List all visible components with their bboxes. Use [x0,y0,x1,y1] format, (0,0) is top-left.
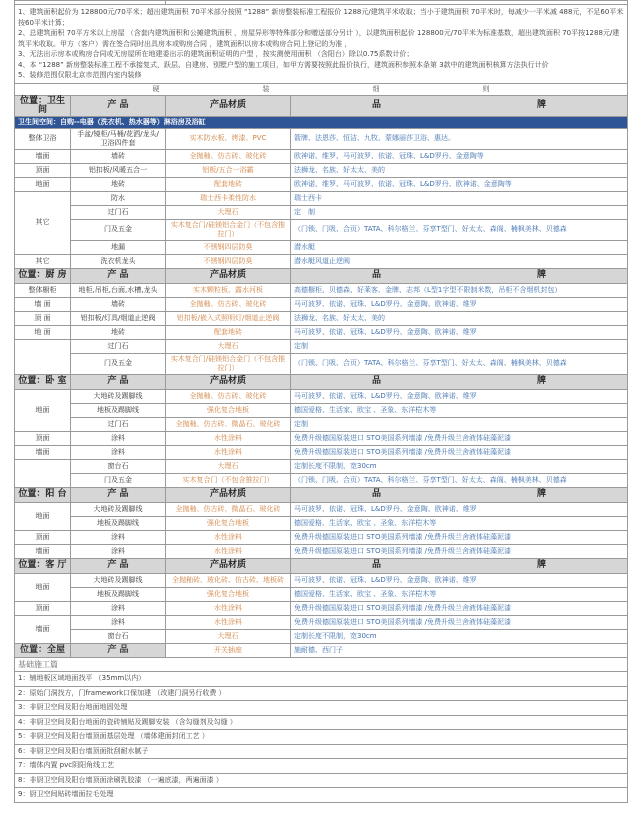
brand-header-char: 品 [371,270,381,280]
whole-house-row [15,643,628,657]
table-row [15,573,628,587]
product-cell: 地砖 [71,177,166,191]
area-cell: 顶面 [15,431,71,445]
brand-header-char: 品 [371,100,381,110]
area-cell: 墙面 [15,149,71,163]
table-row [15,240,628,254]
table-row [15,473,628,487]
brand-cell: （门锁、门吸、合页）TATA、科尔格兰、芬享T型门、好太太、森阁、楠枫美林、贝德森 [291,353,628,374]
table-row [15,283,628,297]
product-cell: 铝扣板/风暖五合一 [71,163,166,177]
brand-cell: 法狮龙、名族、好太太、美的 [291,311,628,325]
notes-row [15,5,628,84]
construction-item: 7：墙体内置 pvc阴阳角线工艺 [15,759,628,774]
product-cell: 涂料 [71,601,166,615]
brand-cell: 法狮龙、名族、好太太、美的 [291,163,628,177]
brand-header-text [294,101,624,110]
table-row [15,191,628,205]
material-cell: 全抛釉砖、玻化砖、仿古砖、地板砖 [166,573,291,587]
location-label: 位置：客 厅 [15,558,71,573]
material-cell: 配套地砖 [166,325,291,339]
product-cell: 大地砖及踢脚线 [71,502,166,516]
area-cell: 地面 [15,389,71,431]
section-title: 硬 装 细 则 [15,83,628,95]
table-row [15,544,628,558]
product-cell: 窗台石 [71,459,166,473]
brand-header [291,374,628,389]
brand-header-char: 牌 [536,489,546,499]
area-cell: 墙 面 [15,297,71,311]
brand-header [291,487,628,502]
area-cell: 顶面 [15,530,71,544]
table-row [15,417,628,431]
material-cell: 水性涂料 [166,544,291,558]
brand-header-char: 品 [371,560,381,570]
material-cell: 实木颗粒板、露水河板 [166,283,291,297]
construction-item: 5：非厨卫空间及阳台墙顶面基层处理 （墙体建面封闭工艺 ） [15,730,628,745]
note-4: 4、本 “1288” 新房整装标准工程不承接复式，跃层、自建房、别墅户型的施工项目，如甲方需要按照此报价执行，建筑面积参照本条第 3款中的建筑面积核算方法执行计价 [18,60,549,69]
construction-title: 基础施工篇 [15,657,628,672]
material-cell: 水性涂料 [166,530,291,544]
brand-header-char: 牌 [536,100,546,110]
area-cell: 地面 [15,502,71,530]
table-row [15,431,628,445]
section-header-row [15,95,628,116]
brand-cell: 德国爱格、生活家、欧宝 、圣象、东洋桤木等 [291,516,628,530]
product-header: 产 品 [71,558,166,573]
section-band-row [15,116,628,128]
table-row [15,445,628,459]
construction-item: 2：原始门洞找方，门framework口保加建 （改建门洞另行收费 ） [15,686,628,701]
brand-cell: 定制长度不限制，宽30cm [291,459,628,473]
note-3: 3、无法出示房本或购房合同或无房屋所在地建委出示的建筑面积证明的户型 ，按实测使用面积 （含阳台）除以0.75系数计价； [18,50,414,58]
area-cell [15,459,71,487]
product-cell: 防水 [71,191,166,205]
product-cell: 涂料 [71,445,166,459]
product-cell: 过门石 [71,339,166,353]
product-cell: 大地砖及踢脚线 [71,573,166,587]
product-cell: 地柜,吊柜,台面,水槽,龙头 [71,283,166,297]
section-title-row [15,83,628,95]
brand-cell: 免费升级德国原装进口 STO美国系列墙漆 /免费升级兰舍液体硅藻泥漆 [291,615,628,629]
construction-item: 9：厨卫空间贴砖墙面拉毛处理 [15,788,628,803]
product-cell: 地板及踢脚线 [71,587,166,601]
brand-header-char: 牌 [536,270,546,280]
material-cell: 铝板/五合一浴霸 [166,163,291,177]
material-cell: 实木复合门/硅镁铝合金门（不包含推拉门） [166,353,291,374]
product-cell: 墙砖 [71,297,166,311]
section-header-row [15,558,628,573]
brand-header-char: 牌 [536,560,546,570]
material-header: 产品材质 [166,374,291,389]
construction-item-row [15,773,628,788]
product-cell: 门及五金 [71,353,166,374]
table-row [15,601,628,615]
product-header: 产 品 [71,643,166,657]
material-cell: 水性涂料 [166,431,291,445]
material-cell: 实木复合门/硅镁铝合金门（不包含推拉门） [166,219,291,240]
material-cell: 全抛釉、仿古砖、微晶石、玻化砖 [166,417,291,431]
area-cell: 地 面 [15,325,71,339]
material-cell: 全抛釉、仿古砖、微晶石、玻化砖 [166,502,291,516]
brand-cell: 施耐德、西门子 [291,643,628,657]
product-cell: 墙砖 [71,149,166,163]
brand-cell: 德国爱格、生活家、欧宝 、圣象、东洋桤木等 [291,587,628,601]
table-row [15,353,628,374]
product-cell: 涂料 [71,431,166,445]
table-row [15,177,628,191]
table-row [15,339,628,353]
table-row [15,297,628,311]
brand-cell: 潜水艇风道止逆阀 [291,254,628,268]
construction-item-row [15,730,628,745]
table-row [15,311,628,325]
area-cell: 顶面 [15,601,71,615]
product-header: 产 品 [71,374,166,389]
table-row [15,403,628,417]
brand-cell: 欧神诺、维罗、马可波罗、依诺、冠珠、L&D罗丹、欧神诺、金意陶等 [291,177,628,191]
construction-item-row [15,672,628,687]
material-cell: 实木防水板、烤漆、PVC [166,128,291,149]
table-row [15,502,628,516]
section-header-row [15,374,628,389]
construction-item-row [15,686,628,701]
section-header-row [15,487,628,502]
product-cell: 洗衣机龙头 [71,254,166,268]
product-cell: 地板及踢脚线 [71,403,166,417]
material-header: 产品材质 [166,95,291,116]
brand-cell: 马可波罗、依诺、冠珠、L&D罗丹、金意陶、欧神诺、维罗 [291,325,628,339]
area-cell: 整体卫浴 [15,128,71,149]
area-cell: 顶面 [15,163,71,177]
table-row [15,254,628,268]
table-row [15,149,628,163]
brand-header-char: 品 [371,489,381,499]
construction-item-row [15,701,628,716]
brand-header-char: 牌 [536,376,546,386]
note-5: 5、装修范围仅限北京市范围内室内装修 [18,71,142,79]
table-row [15,629,628,643]
brand-cell: 马可波罗、依诺、冠珠、L&D罗丹、金意陶、欧神诺、维罗 [291,573,628,587]
table-row [15,128,628,149]
table-row [15,163,628,177]
notes [15,5,628,84]
brand-cell: 箭牌、法恩莎、恒洁、九牧、蒙娜丽莎卫浴、惠达。 [291,128,628,149]
material-cell: 铝扣板/嵌入式照明灯/烟道止逆阀 [166,311,291,325]
construction-item-row [15,759,628,774]
area-cell: 墙面 [15,445,71,459]
area-cell: 墙面 [15,544,71,558]
brand-header-text [294,271,624,280]
area-cell: 其它 [15,254,71,268]
brand-cell: 免费升级德国原装进口 STO美国系列墙漆 /免费升级兰舍液体硅藻泥漆 [291,544,628,558]
brand-header [291,558,628,573]
note-1: 1、建筑面积起价为 128800元/70平米；超出建筑面积 70平米部分按照 “1288” 新房整装标准工程报价 1288元/建筑平米收取；当小于建筑面积 70平米时，每减少一平米减 488元，不足60平米按60平米计算； [18,8,624,27]
table-row [15,205,628,219]
brand-cell: 免费升级德国原装进口 STO美国系列墙漆 /免费升级兰舍液体硅藻泥漆 [291,530,628,544]
product-header: 产 品 [71,487,166,502]
product-cell: 涂料 [71,615,166,629]
material-cell: 全抛釉、仿古砖、玻化砖 [166,297,291,311]
area-cell: 顶 面 [15,311,71,325]
brand-header [291,95,628,116]
construction-item: 4：非厨卫空间及阳台地面的瓷砖铺贴及踢脚安装 （含勾缝剂及勾缝 ） [15,715,628,730]
construction-item-row [15,788,628,803]
product-header: 产 品 [71,95,166,116]
section-header-row [15,268,628,283]
table-row [15,587,628,601]
table-row [15,615,628,629]
brand-cell: 定制长度不限制，宽30cm [291,629,628,643]
construction-item: 6：非厨卫空间及阳台墙顶面批刮耐水腻子 [15,744,628,759]
table-row [15,530,628,544]
material-cell: 开关插座 [166,643,291,657]
location-label: 位置：全屋 [15,643,71,657]
area-cell: 其它 [15,191,71,254]
area-cell [15,339,71,374]
construction-title-row [15,657,628,672]
material-cell: 强化复合地板 [166,587,291,601]
material-cell: 大理石 [166,629,291,643]
brand-cell: 潜水艇 [291,240,628,254]
product-cell: 门及五金 [71,473,166,487]
material-header: 产品材质 [166,558,291,573]
area-cell: 地面 [15,177,71,191]
spec-table [14,0,628,803]
product-cell: 铝扣板/灯具/烟道止逆阀 [71,311,166,325]
product-cell: 过门石 [71,417,166,431]
brand-cell: （门锁、门吸、合页）TATA、科尔格兰、芬享T型门、好太太、森阁、楠枫美林、贝德森 [291,219,628,240]
product-cell: 窗台石 [71,629,166,643]
construction-item: 3：非厨卫空间及阳台地面地固处理 [15,701,628,716]
brand-cell: 马可波罗、依诺、冠珠、L&D罗丹、金意陶、欧神诺、维罗 [291,502,628,516]
area-cell: 整体橱柜 [15,283,71,297]
brand-cell: 免费升级德国原装进口 STO美国系列墙漆 /免费升级兰舍液体硅藻泥漆 [291,431,628,445]
area-cell: 墙面 [15,615,71,643]
product-cell: 涂料 [71,530,166,544]
brand-cell: 定制 [291,339,628,353]
price-detail-document [14,0,627,803]
material-cell: 强化复合地板 [166,516,291,530]
material-cell: 水性涂料 [166,445,291,459]
section-band: 卫生间空间：自购--电器（洗衣机、热水器等）淋浴房及浴缸 [15,116,628,128]
product-cell: 地板及踢脚线 [71,516,166,530]
table-row [15,516,628,530]
material-cell: 实木复合门（不包含推拉门） [166,473,291,487]
material-header: 产品材质 [166,487,291,502]
product-cell: 门及五金 [71,219,166,240]
brand-header-text [294,490,624,499]
material-cell: 水性涂料 [166,601,291,615]
location-label: 位置：厨 房 [15,268,71,283]
brand-header-text [294,377,624,386]
brand-cell: 免费升级德国原装进口 STO美国系列墙漆 /免费升级兰舍液体硅藻泥漆 [291,601,628,615]
material-cell: 水性涂料 [166,615,291,629]
brand-cell: 瑞士西卡 [291,191,628,205]
material-cell: 大理石 [166,205,291,219]
material-cell: 配套地砖 [166,177,291,191]
brand-cell: 定 制 [291,205,628,219]
material-cell: 全抛釉、仿古砖、玻化砖 [166,149,291,163]
brand-header-char: 品 [371,376,381,386]
brand-header-text [294,561,624,570]
construction-item: 8：非厨卫空间及阳台墙顶面涂刷乳胶漆 （一遍底漆，两遍面漆 ） [15,773,628,788]
material-cell: 大理石 [166,459,291,473]
brand-cell: 欧神诺、维罗、马可波罗、依诺、冠珠、L&D罗丹、金意陶等 [291,149,628,163]
product-cell: 地砖 [71,325,166,339]
brand-cell: 德国爱格、生活家、欧宝 、圣象、东洋桤木等 [291,403,628,417]
material-cell: 强化复合地板 [166,403,291,417]
construction-item-row [15,744,628,759]
area-cell: 地面 [15,573,71,601]
material-cell: 不锈钢四层防臭 [166,254,291,268]
table-row [15,389,628,403]
product-cell: 涂料 [71,544,166,558]
product-cell: 手盆/镜柜/马桶/花洒/龙头/卫浴四件套 [71,128,166,149]
material-cell: 不锈钢四层防臭 [166,240,291,254]
brand-cell: 马可波罗、依诺、冠珠、L&D罗丹、金意陶、欧神诺、维罗 [291,389,628,403]
material-cell: 全抛釉、仿古砖、玻化砖 [166,389,291,403]
table-row [15,325,628,339]
brand-cell: （门锁、门吸、合页）TATA、科尔格兰、芬享T型门、好太太、森阁、楠枫美林、贝德森 [291,473,628,487]
location-label: 位置：卫生间 [15,95,71,116]
material-cell: 大理石 [166,339,291,353]
brand-cell: 高德橱柜、贝德森、好莱客、金牌、志邦（L型1字型不限制米数，吊柜不含烟机封包） [291,283,628,297]
product-cell: 过门石 [71,205,166,219]
table-row [15,219,628,240]
location-label: 位置：阳 台 [15,487,71,502]
material-cell: 瑞士西卡柔性防水 [166,191,291,205]
brand-cell: 马可波罗、依诺、冠珠、L&D罗丹、金意陶、欧神诺、维罗 [291,297,628,311]
brand-header [291,268,628,283]
note-2: 2、总建筑面积 70平方米以上房屋 （含套内建筑面积和公摊建筑面积 ，房屋异形等特殊部分和赠送部分另计 ），以建筑面积起价 128800元/70平米为标准基数，超出建筑面积 70平按1288元/建筑平米收取。甲方（客户）需在签合同时出具房本或购房合同 ，建筑面积以房本或购房合同上登记的为准 ， [18,29,620,48]
brand-cell: 免费升级德国原装进口 STO美国系列墙漆 /免费升级兰舍液体硅藻泥漆 [291,445,628,459]
location-label: 位置：卧 室 [15,374,71,389]
product-header: 产 品 [71,268,166,283]
product-cell: 大地砖及踢脚线 [71,389,166,403]
construction-item-row [15,715,628,730]
product-cell: 地漏 [71,240,166,254]
construction-item: 1：铺地板区域地面找平 （35mm以内） [15,672,628,687]
table-row [15,459,628,473]
brand-cell: 定制 [291,417,628,431]
material-header: 产品材质 [166,268,291,283]
